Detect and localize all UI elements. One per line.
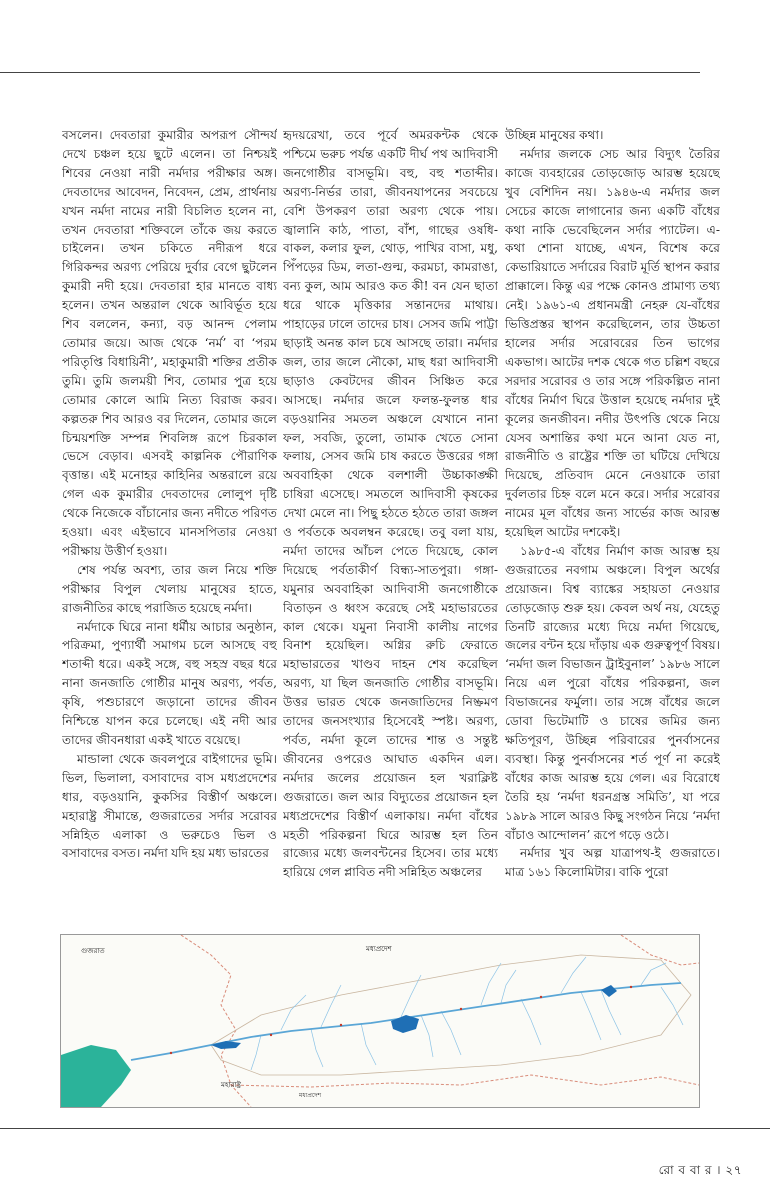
page-footer: রো ব বা র । ২৭ <box>658 1163 742 1177</box>
map-svg <box>61 935 699 1107</box>
map-label-madhya-pradesh: মধ্যপ্রদেশ <box>366 945 392 953</box>
paragraph: উচ্ছিন্ন মানুষের কথা। <box>505 128 604 142</box>
paragraph: নর্মদার জলকে সেচ আর বিদ্যুৎ তৈরির কাজে ব্যবহারের তোড়জোড় আরম্ভ হয়েছে খুব বেশিদিন নয়। ১৯৪৬-এ নর্মদার জল সেচের কাজে লাগানোর জন্য একটি বাঁধের কথা নাকি ভেবেছিলেন সর্দার প্যাটেল। এ-কথা শোনা যাচ্ছে, এখন, বিশেষ করে কেভারিয়াতে সর্দারের বিরাট মূর্তি স্থাপন করার প্রাক্কালে। কিন্তু এর পক্ষে কোনও প্রামাণ্য তথ্য নেই। ১৯৬১-এ প্রধানমন্ত্রী নেহরু যে-বাঁধের ভিত্তিপ্রস্তর স্থাপন করেছিলেন, তার উচ্চতা হালের সর্দার সরোবরের তিন ভাগের একভাগ। আটের দশক থেকে গত চল্লিশ বছরে সরদার সরোবর ও তার সঙ্গে পরিকল্পিত নানা বাঁধের নির্মাণ ঘিরে উত্তাল হয়েছে নর্মদার দুই কূলের জনজীবন। নদীর উৎপত্তি থেকে নিয়ে যেসব অশান্তির কথা মনে আনা যেত না, রাজনীতি ও রাষ্ট্রের শক্তি তা ঘটিয়ে দেখিয়ে দিয়েছে, প্রতিবাদ মেনে নেওয়াকে তারা দুর্বলতার চিহ্ন বলে মনে করে। সর্দার সরোবর নামের মূল বাঁধের জন্য সার্ভের কাজ আরম্ভ হয়েছিল আটের দশকেই। <box>505 146 720 540</box>
paragraph: বসলেন। দেবতারা কুমারীর অপরূপ সৌন্দর্য দেখে চঞ্চল হয়ে ছুটে এলেন। তা নিশ্চয়ই শিবের নেওয়া নারী নর্মদার পরীক্ষার অঙ্গ। দেবতাদের আবেদন, নিবেদন, প্রেম, প্রার্থনায় যখন নর্মদা নামের নারী বিচলিত হলেন না, তখন দেবতারা শক্তিবলে তাঁকে জয় করতে চাইলেন। তখন চকিতে নদীরূপ ধরে গিরিকন্দর অরণ্য পেরিয়ে দুর্বার বেগে ছুটলেন কুমারী নদী হয়ে। দেবতারা হার মানতে বাধ্য হলেন। তখন অন্তরাল থেকে আবির্ভূত হয়ে শিব বললেন, কন্যা, বড় আনন্দ পেলাম তোমার জয়ে। আজ থেকে ‘নর্ম’ বা ‘পরম পরিতৃপ্তি বিধায়িনী’, মহাকুমারী শক্তির প্রতীক তুমি। তুমি জলময়ী শিব, তোমার পুত্র হয়ে তোমার কোলে আমি নিত্য বিরাজ করব। কল্পতরু শিব আরও বর দিলেন, তোমার জলে চিন্ময়শক্তি সম্পন্ন শিবলিঙ্গ রূপে চিরকাল ভেসে বেড়াব। এসবই কাল্পনিক পৌরাণিক বৃত্তান্ত। এই মনোহর কাহিনির অন্তরালে রয়ে গেল এক কুমারীর দেবতাদের লোলুপ দৃষ্টি থেকে নিজেকে বাঁচানোর জন্য নদীতে পরিণত হওয়া। এবং এইভাবে মানসপিতার নেওয়া পরীক্ষায় উত্তীর্ণ হওয়া। <box>62 128 277 558</box>
paragraph: শেষ পর্যন্ত অবশ্য, তার জল নিয়ে শক্তি পরীক্ষার বিপুল খেলায় মানুষের হাতে, রাজনীতির কাছে পরাজিত হয়েছে নর্মদা। <box>62 562 277 615</box>
paragraph: নর্মদাকে ঘিরে নানা ধর্মীয় আচার অনুষ্ঠান, পরিক্রমা, পুণ্যার্থী সমাগম চলে আসছে বহু শতাব্দী ধরে। একই সঙ্গে, বহু সহস্র বছর ধরে নানা জনজাতি গোষ্ঠীর মানুষ অরণ্য, পর্বত, কৃষি, পশুচারণে জড়ানো তাদের জীবন নিশ্চিন্তে যাপন করে চলেছে। এই নদী আর তাদের জীবনধারা একই খাতে বয়েছে। <box>62 619 277 747</box>
map-label-gujarat: গুজরাত <box>81 947 105 955</box>
top-rule <box>0 72 700 73</box>
gulf-of-khambhat <box>61 1045 131 1107</box>
bottom-rule <box>0 1128 770 1129</box>
state-border <box>621 935 699 965</box>
paragraph: মান্ডালা থেকে জবলপুরে বাইগাদের ভূমি। ভিল, ভিলালা, বসাবাদের বাস মধ্যপ্রদেশের ধার, বড়ওয়ানি, কুকসির বিস্তীর্ণ অঞ্চলে। মহারাষ্ট্র সীমান্তে, গুজরাতের সর্দার সরোবর সন্নিহিত এলাকা ও ভরুচেও ভিল ও বসাবাদের বসত। নর্মদা যদি হয় মধ্য ভারতের <box>62 751 277 861</box>
article-column-1 <box>62 126 277 926</box>
state-border <box>231 1075 699 1087</box>
paragraph: হৃদয়রেখা, তবে পূর্বে অমরকন্টক থেকে পশ্চিমে ভরুচ পর্যন্ত একটি দীর্ঘ পথ আদিবাসী জনগোষ্ঠীর বাসভূমি। বহু, বহু শতাব্দীর। অরণ্য-নির্ভর তারা, জীবনযাপনের সবচেয়ে বেশি উপকরণ তারা অরণ্য থেকে পায়। জ্বালানি কাঠ, পাতা, বাঁশ, গাছের ওষধি-বাকল, কলার ফুল, থোড়, পাখির বাসা, মধু, পিঁপড়ের ডিম, লতা-গুল্ম, করমচা, কামরাঙা, বন্য কুল, আম আরও কত কী! বন যেন ছাতা ধরে থাকে মৃত্তিকার সন্তানদের মাথায়। পাহাড়ের ঢালে তাদের চাষ। সেসব জমি পাট্টা ছাড়াই অনন্ত কাল চষে আসছে তারা। নর্মদার জল, তার জলে নৌকো, মাছ ধরা আদিবাসী ছাড়াও কেবটদের জীবন সিঞ্চিত করে আসছে। নর্মদার জলে ফলন্ত-ফুলন্ত ধার বড়ওয়ানির সমতল অঞ্চলে যেখানে নানা ফল, সবজি, তুলো, তামাক খেতে সোনা ফলায়, সেসব জমি চাষ করতে উত্তরের গঙ্গা অববাহিকা থেকে বলশালী উচ্চাকাঙ্ক্ষী চাষিরা এসেছে। সমতলে আদিবাসী কৃষকের দেখা মেলে না। পিছু হঠতে হঠতে তারা জঙ্গল ও পর্বতকে অবলম্বন করেছে। তবু বলা যায়, নর্মদা তাদের আঁচল পেতে দিয়েছে, কোল দিয়েছে পর্বতাকীর্ণ বিন্ধ্য-সাতপুরা। গঙ্গা-যমুনার অববাহিকা আদিবাসী জনগোষ্ঠীকে বিতাড়ন ও ধ্বংস করেছে সেই মহাভারতের কাল থেকে। যমুনা নিবাসী কালীয় নাগের বিনাশ হয়েছিল। অগ্নির রুচি ফেরাতে মহাভারতের খাণ্ডব দাহন শেষ করেছিল অরণ্য, যা ছিল জনজাতি গোষ্ঠীর বাসভূমি। উত্তর ভারত থেকে জনজাতিদের নিষ্ক্রমণ তাদের জনসংখ্যার হিসেবেই স্পষ্ট। অরণ্য, পর্বত, নর্মদা কূলে তাদের শান্ত ও সন্তুষ্ট জীবনের ওপরেও আঘাত একদিন এল। নর্মদার জলের প্রয়োজন হল খরাক্লিষ্ট গুজরাতে। জল আর বিদ্যুতের প্রয়োজন হল মধ্যপ্রদেশের বিস্তীর্ণ এলাকায়। নর্মদা বাঁধের মহতী পরিকল্পনা ঘিরে আরম্ভ হল তিন রাজ্যের মধ্যে জলবন্টনের হিসেব। তার মধ্যে হারিয়ে গেল প্লাবিত নদী সন্নিহিত অঞ্চলের <box>283 128 498 880</box>
article-column-2 <box>283 126 498 926</box>
indira-sagar-reservoir <box>391 1015 419 1033</box>
paragraph: ১৯৮৫-এ বাঁধের নির্মাণ কাজ আরম্ভ হয় গুজরাতের নবগাম অঞ্চলে। বিপুল অর্থের প্রয়োজন। বিশ্ব ব্যাঙ্কের সহায়তা নেওয়ার তোড়জোড় শুরু হয়। কেবল অর্থ নয়, যেহেতু তিনটি রাজ্যের মধ্যে দিয়ে নর্মদা গিয়েছে, জলের বন্টন হয়ে দাঁড়ায় এক গুরুত্বপূর্ণ বিষয়। ‘নর্মদা জল বিভাজন ট্রাইবুনাল’ ১৯৮৬ সালে নিয়ে এল পুরো বাঁধের পরিকল্পনা, জল বিভাজনের ফর্মুলা। তার সঙ্গে বাঁধের জলে ডোবা ভিটেমাটি ও চাষের জমির জন্য ক্ষতিপূরণ, উচ্ছিন্ন পরিবারের পুনর্বাসনের ব্যবস্থা। কিন্তু পুনর্বাসনের শর্ত পূর্ণ না করেই বাঁধের কাজ আরম্ভ হয়ে গেল। এর বিরোধে তৈরি হয় ‘নর্মদা ধরনগ্রস্ত সমিতি’, যা পরে ১৯৮৯ সালে আরও কিছু সংগঠন নিয়ে ‘নর্মদা বাঁচাও আন্দোলন’ রূপে গড়ে ওঠে। <box>505 543 720 842</box>
map-label-maharashtra: মহারাষ্ট্র <box>221 1081 241 1089</box>
basin-boundary <box>211 955 691 1075</box>
article-body <box>0 126 770 926</box>
tributaries <box>251 957 683 1070</box>
map-label-region: মধ্যপ্রদেশ <box>299 1092 322 1099</box>
narmada-basin-map <box>60 934 700 1108</box>
article-column-3 <box>505 126 720 926</box>
paragraph: নর্মদার খুব অল্প যাত্রাপথ-ই গুজরাতে। মাত্র ১৬১ কিলোমিটার। বাকি পুরো <box>505 846 720 880</box>
